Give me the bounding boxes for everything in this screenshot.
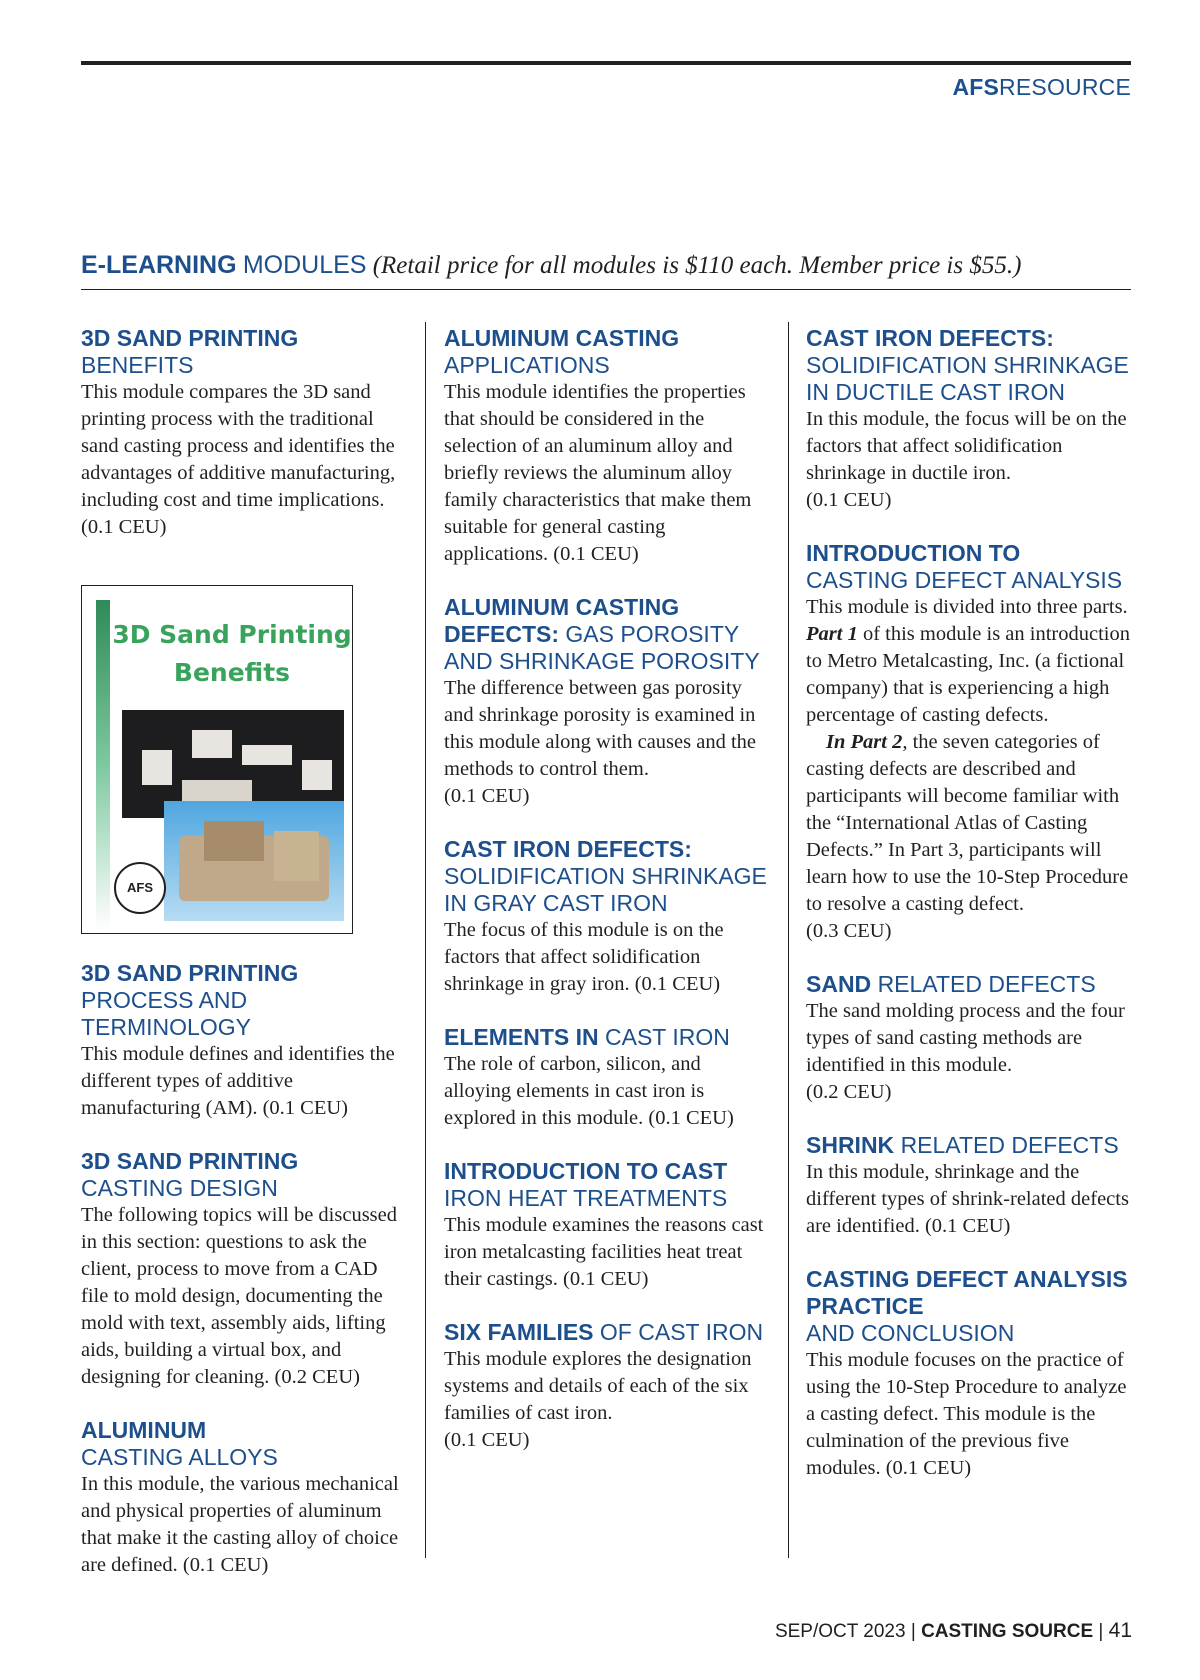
section-title-light: MODULES	[242, 251, 367, 279]
module-title	[444, 1319, 769, 1346]
module-description: The focus of this module is on the factors that affect solidification shrinkage in gray iron. (0.1 CEU)	[444, 919, 724, 995]
module-title-bold: CASTING DEFECT ANALYSIS PRACTICE	[806, 1266, 1128, 1319]
column-divider-2	[788, 322, 789, 1558]
module-title-bold: SHRINK	[806, 1132, 895, 1158]
module-ceu: (0.3 CEU)	[806, 920, 892, 942]
module-aluminum-casting-applications	[444, 325, 769, 568]
module-six-families-cast-iron	[444, 1319, 769, 1454]
module-description: In this module, shrinkage and the different types of shrink-related defects are identified. (0.1 CEU)	[806, 1161, 1129, 1237]
module-title-bold: INTRODUCTION TO CAST	[444, 1158, 728, 1184]
module-intro-casting-defect-analysis	[806, 540, 1136, 945]
module-elements-in-cast-iron	[444, 1024, 769, 1132]
module-title-light: IRON HEAT TREATMENTS	[444, 1185, 728, 1211]
module-title-bold: 3D SAND PRINTING	[81, 1148, 299, 1174]
module-title	[806, 971, 1136, 998]
module-title	[81, 960, 406, 1041]
sand-mold-drawing	[164, 801, 344, 921]
module-title-light: RELATED DEFECTS	[900, 1132, 1119, 1158]
module-description: In this module, the various mechanical and physical properties of aluminum that make it the casting alloy of choice are defined. (0.1 CEU)	[81, 1473, 399, 1576]
module-title	[806, 1132, 1136, 1159]
module-ceu: (0.2 CEU)	[806, 1081, 892, 1103]
desc-emphasis: Part 1	[806, 623, 858, 645]
module-title-light: RELATED DEFECTS	[877, 971, 1096, 997]
desc-text: This module is divided into three parts.	[806, 596, 1128, 618]
module-description	[444, 675, 769, 810]
footer-magazine: CASTING SOURCE	[921, 1621, 1094, 1642]
module-description-text: This module explores the designation systems and details of each of the six families of cast iron.	[444, 1348, 752, 1424]
module-description: This module focuses on the practice of using the 10-Step Procedure to analyze a casting defect. This module is the culmination of the previous five modules. (0.1 CEU)	[806, 1349, 1127, 1479]
module-title-light: BENEFITS	[81, 352, 194, 378]
module-cast-iron-heat-treatments	[444, 1158, 769, 1293]
module-description: This module identifies the properties that should be considered in the selection of an aluminum alloy and briefly reviews the aluminum alloy family characteristics that make them suitable for general casting applications. (0.1 CEU)	[444, 381, 752, 565]
column-2	[444, 325, 769, 1480]
module-title	[444, 836, 769, 917]
module-title-bold: ELEMENTS IN	[444, 1024, 599, 1050]
module-aluminum-casting-alloys	[81, 1417, 406, 1579]
sand-mold-photo	[164, 801, 344, 921]
module-ceu: (0.1 CEU)	[444, 1429, 530, 1451]
module-title	[81, 1417, 406, 1471]
module-description	[806, 998, 1136, 1106]
module-3d-sand-printing-casting-design	[81, 1148, 406, 1391]
module-casting-defect-analysis-practice	[806, 1266, 1136, 1482]
module-aluminum-casting-defects	[444, 594, 769, 810]
module-title	[806, 1266, 1136, 1347]
module-title	[806, 325, 1136, 406]
module-title	[444, 594, 769, 675]
module-description	[806, 406, 1136, 514]
section-rule	[81, 289, 1131, 290]
module-title-light: CAST IRON	[605, 1024, 730, 1050]
desc-text: of this module is an introduction to Metro Metalcasting, Inc. (a fictional company) that is experiencing a high percentage of casting defects.	[806, 623, 1130, 726]
desc-text: , the seven categories of casting defects are described and participants will become familiar with the “International Atlas of Casting Defects.” In Part 3, participants will learn how to use the 10-Step Procedure to resolve a casting defect.	[806, 731, 1129, 915]
module-description-text: The sand molding process and the four types of sand casting methods are identified in this module.	[806, 1000, 1125, 1076]
module-title	[806, 540, 1136, 594]
price-note: (Retail price for all modules is $110 each. Member price is $55.)	[372, 252, 1022, 279]
module-cover-image	[81, 585, 353, 934]
cover-title	[112, 616, 352, 692]
module-title-light: SOLIDIFICATION SHRINKAGE IN DUCTILE CAST IRON	[806, 352, 1129, 405]
module-title-bold: ALUMINUM CASTING	[444, 325, 680, 351]
page-footer	[775, 1619, 1132, 1643]
cover-title-line2: Benefits	[173, 658, 291, 687]
column-1	[81, 325, 406, 1605]
module-title	[81, 1148, 406, 1202]
module-title	[444, 325, 769, 379]
column-divider-1	[425, 322, 426, 1558]
module-title-bold: SAND	[806, 971, 872, 997]
module-cast-iron-defects-gray	[444, 836, 769, 998]
module-description	[444, 1346, 769, 1454]
module-ceu: (0.1 CEU)	[806, 489, 892, 511]
section-brand	[952, 74, 1131, 101]
cover-stripe	[96, 600, 110, 930]
module-title-light: CASTING DEFECT ANALYSIS	[806, 567, 1123, 593]
column-3	[806, 325, 1136, 1508]
module-title-light: SOLIDIFICATION SHRINKAGE IN GRAY CAST IRON	[444, 863, 767, 916]
module-description-part-a	[806, 594, 1136, 729]
module-description-text: The difference between gas porosity and shrinkage porosity is examined in this module along with causes and the methods to control them.	[444, 677, 756, 780]
module-description: This module defines and identifies the different types of additive manufacturing (AM). (0.1 CEU)	[81, 1043, 395, 1119]
module-cast-iron-defects-ductile	[806, 325, 1136, 514]
module-title-light: APPLICATIONS	[444, 352, 610, 378]
module-3d-sand-printing-process	[81, 960, 406, 1122]
module-title-light: GAS POROSITY AND SHRINKAGE POROSITY	[444, 621, 760, 674]
footer-issue: SEP/OCT 2023	[774, 1621, 906, 1642]
module-title-bold: INTRODUCTION TO	[806, 540, 1021, 566]
module-description-part-b	[806, 729, 1136, 918]
module-title	[81, 325, 406, 379]
module-title	[444, 1158, 769, 1212]
module-description: This module examines the reasons cast iron metalcasting facilities heat treat their castings. (0.1 CEU)	[444, 1214, 764, 1290]
top-rule	[81, 61, 1131, 65]
module-title-bold: SIX FAMILIES	[444, 1319, 594, 1345]
brand-bold: AFS	[952, 74, 1000, 100]
module-title-light: CASTING DESIGN	[81, 1175, 278, 1201]
module-3d-sand-printing-benefits	[81, 325, 406, 541]
module-description: The following topics will be discussed in this section: questions to ask the client, process to move from a CAD file to mold design, documenting the mold with text, assembly aids, lifting aids, building a virtual box, and designing for cleaning. (0.2 CEU)	[81, 1204, 397, 1388]
module-title-bold: CAST IRON DEFECTS:	[444, 836, 692, 862]
module-title-bold: ALUMINUM	[81, 1417, 207, 1443]
section-title-bold: E-LEARNING	[81, 251, 237, 279]
module-description	[806, 594, 1136, 945]
desc-emphasis: In Part 2	[826, 731, 903, 753]
module-description: The role of carbon, silicon, and alloying elements in cast iron is explored in this module. (0.1 CEU)	[444, 1053, 734, 1129]
afs-seal-logo: AFS	[114, 862, 166, 914]
module-sand-related-defects	[806, 971, 1136, 1106]
module-description: This module compares the 3D sand printing process with the traditional sand casting process and identifies the advantages of additive manufacturing, including cost and time implications. (0.1 CEU)	[81, 381, 396, 538]
module-title-light: AND CONCLUSION	[806, 1320, 1015, 1346]
module-title	[444, 1024, 769, 1051]
footer-separator: |	[1098, 1621, 1104, 1642]
module-title-bold: ALUMINUM CASTING DEFECTS:	[444, 594, 680, 647]
module-title-light: PROCESS AND TERMINOLOGY	[81, 987, 251, 1040]
module-title-bold: CAST IRON DEFECTS:	[806, 325, 1054, 351]
page-number: 41	[1108, 1619, 1132, 1642]
module-ceu: (0.1 CEU)	[444, 785, 530, 807]
module-shrink-related-defects	[806, 1132, 1136, 1240]
module-title-bold: 3D SAND PRINTING	[81, 960, 299, 986]
brand-rest: RESOURCE	[999, 74, 1131, 100]
cover-title-line1: 3D Sand Printing	[112, 620, 352, 649]
section-heading	[81, 248, 1131, 283]
module-title-bold: 3D SAND PRINTING	[81, 325, 299, 351]
module-title-light: OF CAST IRON	[599, 1319, 764, 1345]
module-description-text: In this module, the focus will be on the factors that affect solidification shrinkage in ductile iron.	[806, 408, 1127, 484]
footer-separator: |	[910, 1621, 916, 1642]
module-title-light: CASTING ALLOYS	[81, 1444, 278, 1470]
